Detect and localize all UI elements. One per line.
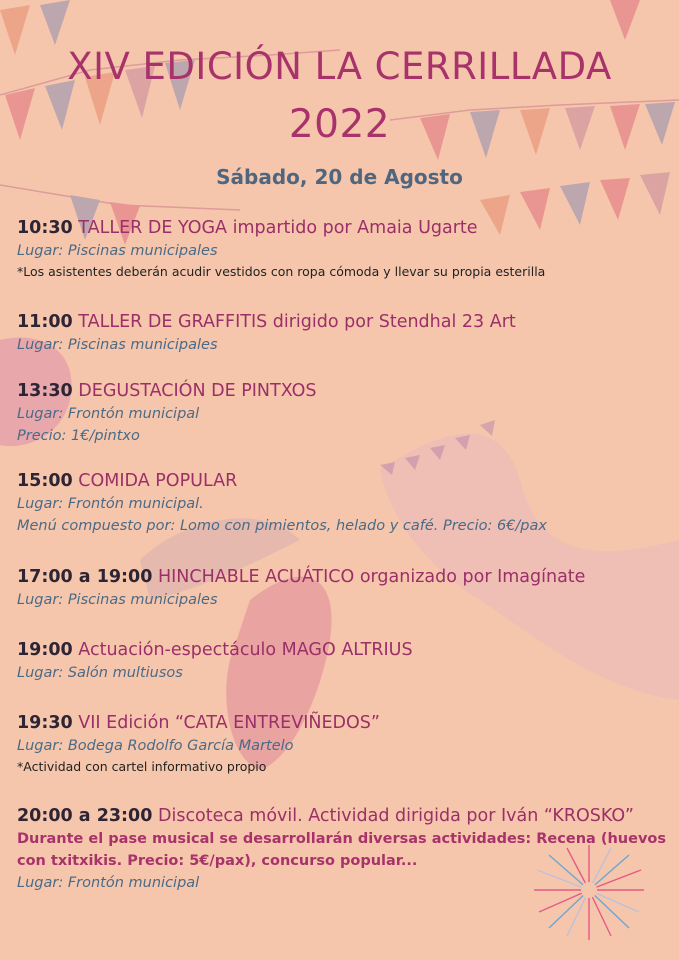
event-graffitis [17,311,667,356]
event-time: 10:30 [17,218,73,238]
page-title: XIV EDICIÓN LA CERRILLADA [67,45,612,88]
event-mago [17,639,667,684]
event-time: 17:00 a 19:00 [17,567,153,587]
page-year: 2022 [288,102,391,147]
event-comida [17,470,667,537]
event-time: 20:00 a 23:00 [17,806,153,826]
event-place: Lugar: Salón multiusos [17,665,183,681]
event-cata [17,712,667,777]
event-title: TALLER DE YOGA impartido por Amaia Ugarte [78,218,478,238]
event-place: Lugar: Frontón municipal. [17,496,204,512]
event-place: Lugar: Piscinas municipales [17,243,218,259]
event-title: DEGUSTACIÓN DE PINTXOS [78,381,317,401]
event-time: 15:00 [17,471,73,491]
event-time: 11:00 [17,312,73,332]
event-note: *Actividad con cartel informativo propio [17,759,267,774]
event-hinchable [17,566,667,611]
event-title: Discoteca móvil. Actividad dirigida por Iván “KROSKO” [157,806,634,826]
event-place: Lugar: Piscinas municipales [17,592,218,608]
event-time: 19:30 [17,713,73,733]
event-place: Lugar: Bodega Rodolfo García Martelo [17,738,294,754]
event-title: COMIDA POPULAR [78,471,238,491]
event-title: TALLER DE GRAFFITIS dirigido por Stendhal 23 Art [78,312,516,332]
event-price: Precio: 1€/pintxo [17,428,140,444]
event-title: Actuación-espectáculo MAGO ALTRIUS [78,640,413,660]
event-menu: Menú compuesto por: Lomo con pimientos, helado y café. Precio: 6€/pax [17,518,547,534]
event-pintxos [17,380,667,447]
event-place: Lugar: Frontón municipal [17,406,200,422]
event-time: 13:30 [17,381,73,401]
event-place: Lugar: Frontón municipal [17,875,200,891]
event-date: Sábado, 20 de Agosto [216,165,463,189]
event-time: 19:00 [17,640,73,660]
event-title: HINCHABLE ACUÁTICO organizado por Imagínate [157,567,586,587]
event-place: Lugar: Piscinas municipales [17,337,218,353]
event-yoga [17,217,667,282]
fireworks-icon [529,840,649,945]
event-note: *Los asistentes deberán acudir vestidos con ropa cómoda y llevar su propia esterilla [17,264,546,279]
event-title: VII Edición “CATA ENTREVIÑEDOS” [78,713,380,733]
event-description: Durante el pase musical se desarrollarán diversas actividades: Recena (huevos con txitxikis. Precio: 5€/pax), concurso popular... [17,831,667,869]
